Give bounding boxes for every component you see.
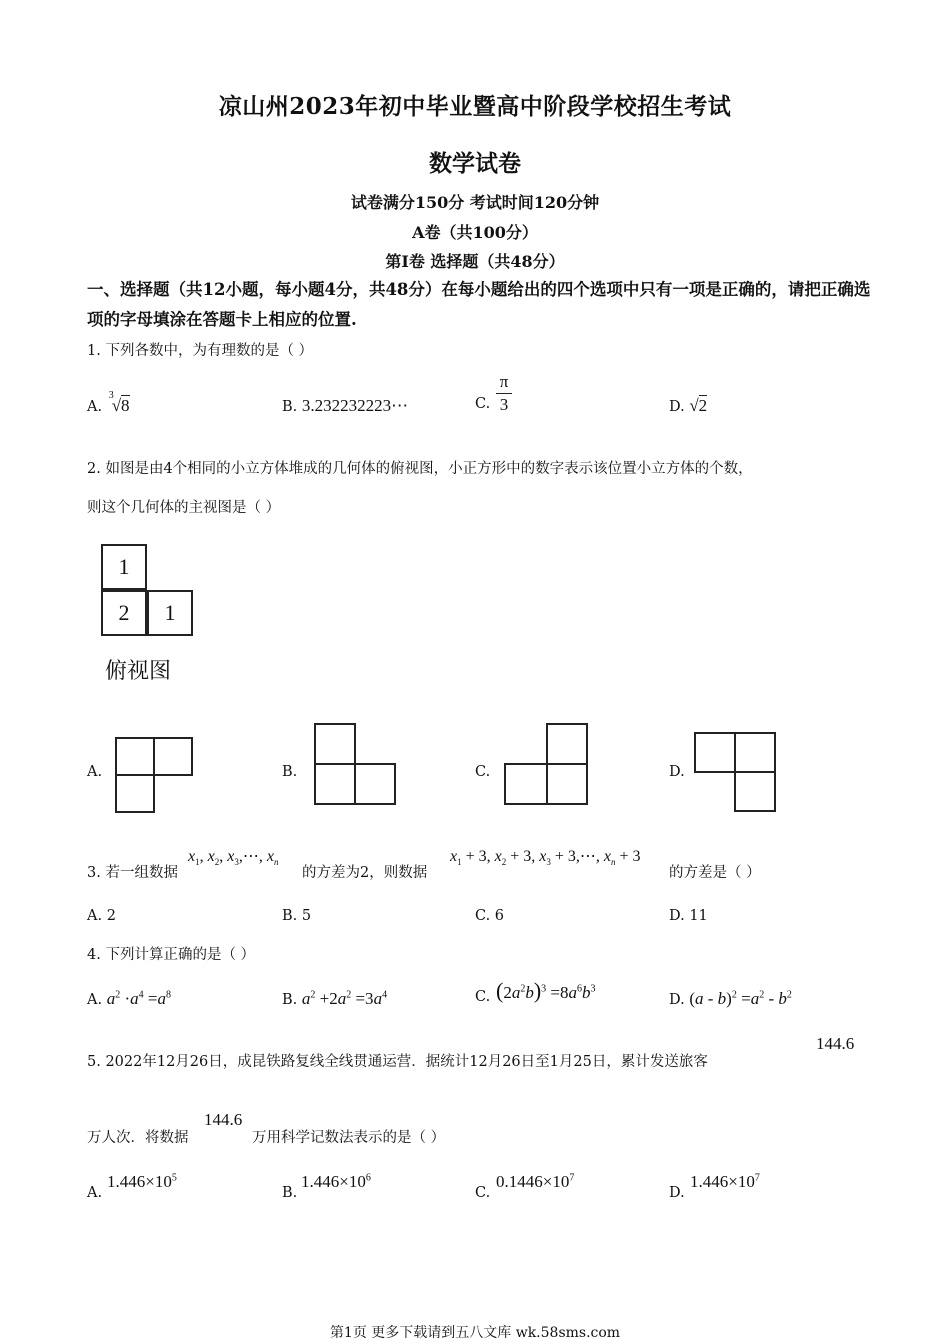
times-ten: ×10 [728,1172,755,1191]
q4-option-d: D. $(a - b)^2 =a^2 - b^2$ [669,989,792,1008]
square [314,763,356,805]
q3-option-d: D. 11 [669,908,708,924]
q2-option-d-figure [694,732,778,814]
q2-d-label: D. [669,764,685,780]
q5-line1: 5. 2022年12月26日，成昆铁路复线全线贯通运营．据统计12月26日至1月25日，累计发送旅客 [87,1054,708,1070]
q5-option-a [107,1172,177,1192]
q2-stem-line1: 2. 如图是由4个相同的小立方体堆成的几何体的俯视图，小正方形中的数字表示该位置小立方体的个数， [87,461,753,477]
part-label: A卷（共100分） [412,223,538,242]
q2-c-label: C. [475,764,491,780]
q4-d-label: D. [669,992,685,1008]
q4-option-a: A. $a^2 \cdot a^4 =a^8$ [87,989,171,1008]
q3-option-a: A. 2 [87,908,116,924]
square [115,737,155,776]
q2-a-label: A. [87,764,103,780]
q4-stem: 4. 下列计算正确的是（ ） [87,947,256,963]
q2-option-b-figure [314,723,398,807]
q5-b-mantissa: 1.446 [301,1172,340,1191]
q3-option-c: C. 6 [475,908,505,924]
q2-option-a-figure [115,737,195,815]
q5-a-mantissa: 1.446 [107,1172,146,1191]
q5-d-label: D. [669,1185,685,1201]
q1-c-numerator: π [499,372,509,391]
q4-option-c [475,989,490,1005]
q5-a-exponent: 5 [171,1172,177,1184]
q5-option-d [690,1172,760,1192]
square [153,737,193,776]
q5-option-b [301,1172,371,1192]
radical-icon: √ [111,396,122,415]
q5-a-label: A. [87,1185,103,1201]
q1-d-radicand: 2 [698,396,708,415]
q1-a-label: A. [87,399,103,415]
grid-cell-top: 1 [101,544,147,590]
q3-dataset-x: $x_1$, $x_2$, $x_3,\cdots$, $x_n$ [188,848,279,868]
q1-a-root-index: 3 [108,390,114,402]
page-footer: 第1页 更多下载请到五八文库 wk.58sms.com [329,1325,621,1341]
grid-cell-bottom-right: 1 [147,590,193,636]
volume-label: 第Ⅰ卷 选择题（共48分） [385,252,565,271]
q2-option-c-figure [504,723,590,807]
top-view-caption: 俯视图 [105,659,172,684]
q3-prefix: 3. 若一组数据 [87,865,178,881]
times-ten: ×10 [145,1172,172,1191]
q4-b-label: B. [282,992,298,1008]
q1-option-c [475,396,490,412]
q1-c-label: C. [475,396,491,412]
q5-b-label: B. [282,1185,298,1201]
square [734,732,776,773]
q5-c-mantissa: 0.1446 [496,1172,543,1191]
q5-number-1: 144.6 [816,1034,855,1053]
q5-c-exponent: 7 [569,1172,575,1184]
q5-b-exponent: 6 [365,1172,371,1184]
square [504,763,548,805]
q5-d-mantissa: 1.446 [690,1172,729,1191]
q1-c-fraction [496,372,512,415]
q1-option-b [282,396,408,416]
square [314,723,356,765]
q2-b-label: B. [282,764,298,780]
radical-icon: √ [689,396,699,415]
q1-d-label: D. [669,399,685,415]
q5-number-2: 144.6 [204,1110,243,1129]
q4-c-expression: $(2a^2b)^3 =8a^6b^3$ [496,978,596,1003]
q3-option-b: B. 5 [282,908,312,924]
square [694,732,736,773]
q1-option-d [669,396,707,416]
q1-stem: 1. 下列各数中，为有理数的是（ ） [87,343,314,359]
exam-meta: 试卷满分150分 考试时间120分钟 [350,193,600,212]
q5-c-label: C. [475,1185,491,1201]
q3-dataset-x-plus-3: $x_1 + 3$, $x_2 + 3$, $x_3$ + 3,⋯, $x_n + 3$ [450,848,641,868]
square [546,763,588,805]
q5-option-c [496,1172,574,1192]
q1-option-a [87,390,130,416]
q1-b-value: 3.232232223⋯ [301,396,409,415]
q4-option-b: B. $a^2 +2a^2 =3a^4$ [282,989,388,1008]
square [734,771,776,812]
q1-c-denominator: 3 [499,395,509,414]
q3-suffix: 的方差是（ ） [669,865,761,881]
times-ten: ×10 [542,1172,570,1191]
q3-mid: 的方差为2，则数据 [302,865,428,881]
q4-a-label: A. [87,992,103,1008]
q5-line2-post: 万用科学记数法表示的是（ ） [252,1130,446,1146]
square [115,774,155,813]
section-heading: 一、选择题（共12小题，每小题4分，共48分）在每小题给出的四个选项中只有一项是正确的，请把正确选项的字母填涂在答题卡上相应的位置. [87,280,871,329]
fraction-bar [496,393,512,394]
q4-c-label: C. [475,989,491,1005]
grid-cell-bottom-left: 2 [101,590,147,636]
q1-b-label: B. [282,399,298,415]
times-ten: ×10 [339,1172,366,1191]
q2-stem-line2: 则这个几何体的主视图是（ ） [87,500,281,516]
q5-d-exponent: 7 [754,1172,760,1184]
square [546,723,588,765]
square [354,763,396,805]
q5-line2-pre: 万人次．将数据 [87,1130,189,1146]
exam-title: 凉山州2023年初中毕业暨高中阶段学校招生考试 [218,93,732,120]
exam-subtitle: 数学试卷 [429,150,521,177]
q1-a-radicand: 8 [121,396,130,415]
top-view-grid [101,544,195,638]
